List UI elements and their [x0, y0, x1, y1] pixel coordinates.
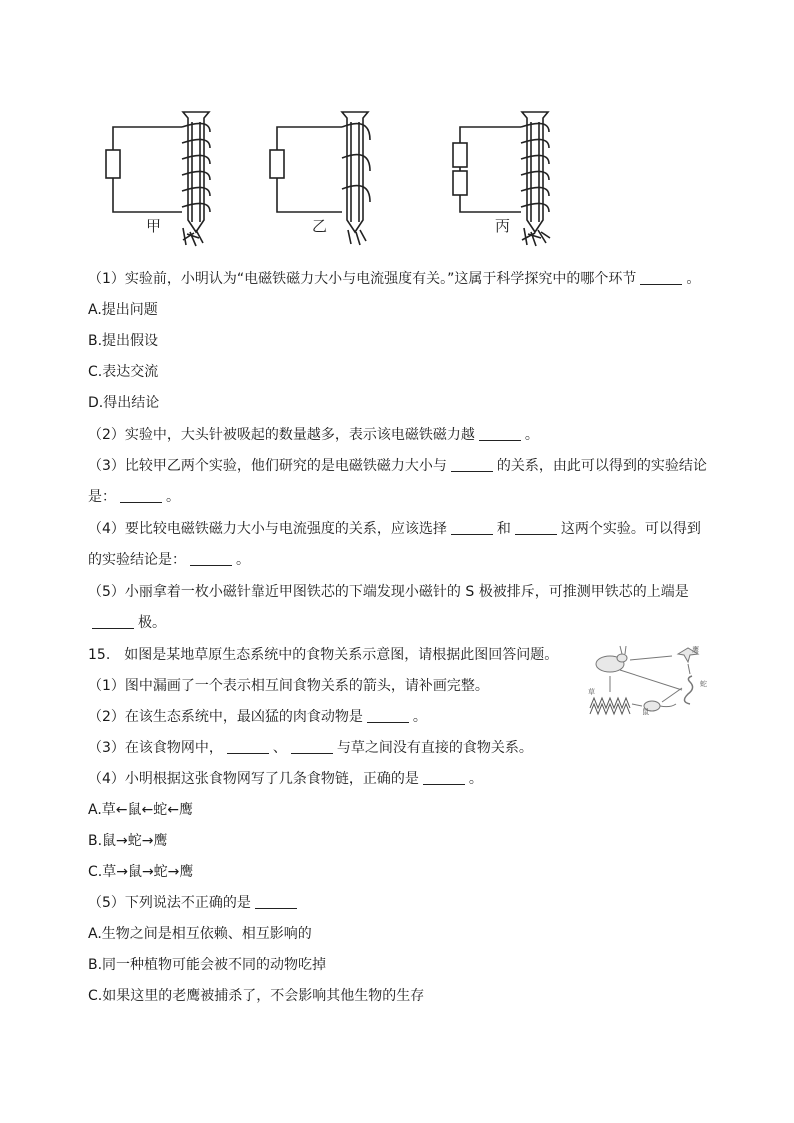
q14-p1-option-d: D.得出结论 [88, 395, 160, 411]
q14-p1-option-b: B.提出假设 [88, 333, 159, 349]
answer-blank[interactable] [451, 520, 493, 535]
label-bing: 丙 [495, 217, 511, 235]
label-yi: 乙 [312, 217, 328, 235]
q15-p5-option-b: B.同一种植物可能会被不同的动物吃掉 [88, 957, 327, 973]
q14-p1: （1）实验前，小明认为“电磁铁磁力大小与电流强度有关。”这属于科学探究中的哪个环节 。 [88, 271, 701, 287]
label-mouse: 鼠 [642, 708, 649, 716]
q15-p5-option-a: A.生物之间是相互依赖、相互影响的 [88, 926, 312, 942]
q15-p5-option-c: C.如果这里的老鹰被捕杀了，不会影响其他生物的生存 [88, 988, 425, 1004]
q14-p4: （4）要比较电磁铁磁力大小与电流强度的关系，应该选择 和 这两个实验。可以得到 [88, 521, 701, 537]
q14-p5: （5）小丽拿着一枚小磁针靠近甲图铁芯的下端发现小磁针的 S 极被排斥，可推测甲铁芯的上端是 [88, 584, 689, 600]
answer-blank[interactable] [227, 739, 269, 754]
q14-p2: （2）实验中，大头针被吸起的数量越多，表示该电磁铁磁力越 。 [88, 427, 539, 443]
answer-blank[interactable] [451, 457, 493, 472]
q14-p5-line2: 极。 [88, 613, 166, 633]
q15-p1: （1）图中漏画了一个表示相互间食物关系的箭头，请补画完整。 [88, 678, 489, 694]
answer-blank[interactable] [120, 488, 162, 503]
answer-blank[interactable] [190, 551, 232, 566]
electromagnet-figure [0, 0, 794, 250]
q15-p3: （3）在该食物网中， 、 与草之间没有直接的食物关系。 [88, 740, 533, 756]
snake-icon [684, 676, 692, 704]
grass-icon [590, 698, 630, 714]
answer-blank[interactable] [423, 770, 465, 785]
q14-p3-line2: 是： 。 [88, 489, 180, 505]
label-grass: 草 [588, 688, 595, 696]
q15-p4-option-a: A.草←鼠←蛇←鹰 [88, 802, 193, 818]
arrow-rabbit-snake [620, 670, 682, 690]
q15-p5: （5）下列说法不正确的是 [88, 893, 301, 913]
arrow-grass-mouse [632, 704, 642, 706]
q14-p1-option-c: C.表达交流 [88, 364, 159, 380]
arrow-mouse-snake [662, 688, 682, 702]
label-snake: 蛇 [700, 680, 707, 688]
label-hawk: 鹰 [692, 646, 699, 654]
q15-p4-option-c: C.草→鼠→蛇→鹰 [88, 864, 194, 880]
q14-p3: （3）比较甲乙两个实验，他们研究的是电磁铁磁力大小与 的关系，由此可以得到的实验结论 [88, 458, 707, 474]
answer-blank[interactable] [291, 739, 333, 754]
answer-blank[interactable] [479, 426, 521, 441]
rabbit-icon [596, 646, 627, 672]
arrow-rabbit-hawk [630, 656, 672, 660]
q15-p4: （4）小明根据这张食物网写了几条食物链，正确的是 。 [88, 771, 483, 787]
food-web-figure [580, 642, 720, 722]
arrow-snake-hawk [688, 664, 690, 674]
answer-blank[interactable] [367, 708, 409, 723]
q15-p2: （2）在该生态系统中，最凶猛的肉食动物是 。 [88, 709, 427, 725]
label-jia: 甲 [146, 217, 162, 235]
q15-p4-option-b: B.鼠→蛇→鹰 [88, 833, 168, 849]
answer-blank[interactable] [255, 894, 297, 909]
answer-blank[interactable] [515, 520, 557, 535]
answer-blank[interactable] [640, 270, 682, 285]
q14-p1-option-a: A.提出问题 [88, 302, 158, 318]
answer-blank[interactable] [92, 614, 134, 629]
q15-stem: 15. 如图是某地草原生态系统中的食物关系示意图，请根据此图回答问题。 [88, 647, 559, 663]
q14-p4-line2: 的实验结论是： 。 [88, 552, 250, 568]
